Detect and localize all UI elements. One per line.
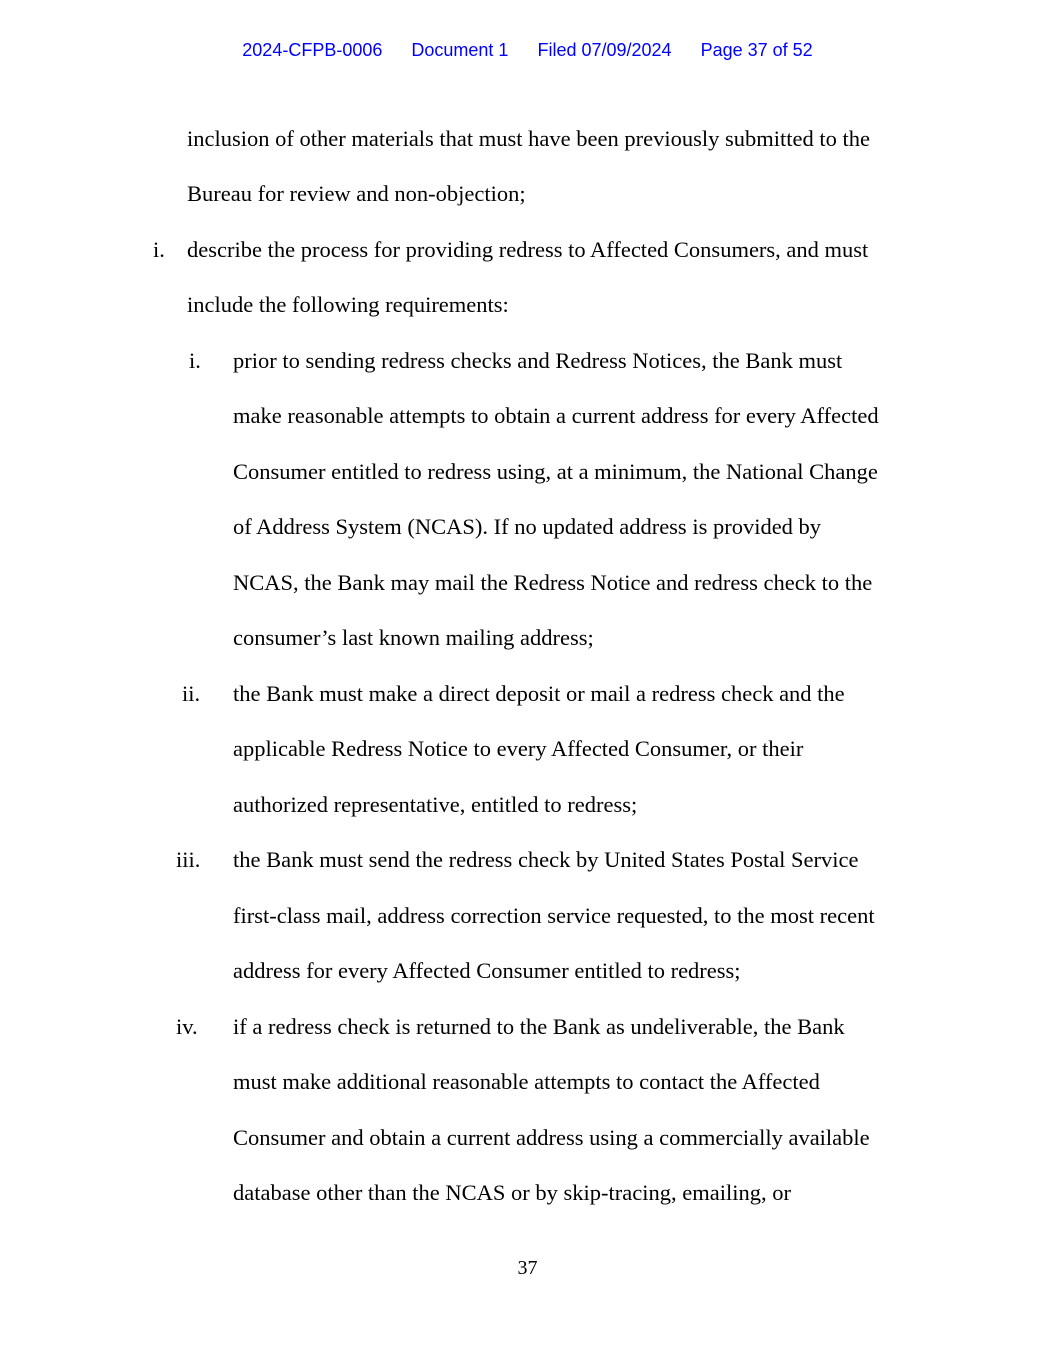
sublist-item-line: authorized representative, entitled to redress; xyxy=(233,792,638,817)
sublist-marker: ii. xyxy=(182,681,201,706)
continuation-line: inclusion of other materials that must have been previously submitted to the xyxy=(187,126,870,151)
sublist-item-line: consumer’s last known mailing address; xyxy=(233,625,594,650)
list-item-line: describe the process for providing redress to Affected Consumers, and must xyxy=(187,237,869,262)
sublist-item-line: the Bank must make a direct deposit or mail a redress check and the xyxy=(233,681,845,706)
sublist-item-line: if a redress check is returned to the Bank as undeliverable, the Bank xyxy=(233,1014,845,1039)
sublist-marker: iv. xyxy=(176,1014,198,1039)
sublist-item-line: applicable Redress Notice to every Affected Consumer, or their xyxy=(233,736,804,761)
sublist-item-line: make reasonable attempts to obtain a current address for every Affected xyxy=(233,403,879,428)
sublist-marker: i. xyxy=(189,348,201,373)
case-number: 2024-CFPB-0006 xyxy=(242,40,383,60)
page-number: 37 xyxy=(517,1257,538,1279)
sublist-item-line: the Bank must send the redress check by United States Postal Service xyxy=(233,847,859,872)
sublist-item-line: prior to sending redress checks and Redress Notices, the Bank must xyxy=(233,348,843,373)
sublist-item-line: Consumer and obtain a current address using a commercially available xyxy=(233,1125,870,1150)
sublist-item-line: NCAS, the Bank may mail the Redress Notice and redress check to the xyxy=(233,570,873,595)
filing-header xyxy=(0,40,1055,61)
page-indicator: Page 37 of 52 xyxy=(700,40,813,60)
list-item-line: include the following requirements: xyxy=(187,292,509,317)
sublist-item-line: database other than the NCAS or by skip-tracing, emailing, or xyxy=(233,1180,791,1205)
sublist-item-line: must make additional reasonable attempts to contact the Affected xyxy=(233,1069,820,1094)
sublist-item-line: Consumer entitled to redress using, at a minimum, the National Change xyxy=(233,459,878,484)
sublist-item-line: address for every Affected Consumer entitled to redress; xyxy=(233,958,741,983)
document-label: Document 1 xyxy=(411,40,509,60)
sublist-item-line: first-class mail, address correction service requested, to the most recent xyxy=(233,903,875,928)
list-marker: i. xyxy=(153,237,165,262)
sublist-item-line: of Address System (NCAS). If no updated address is provided by xyxy=(233,514,822,539)
sublist-marker: iii. xyxy=(176,847,201,872)
filed-date: Filed 07/09/2024 xyxy=(537,40,672,60)
continuation-line: Bureau for review and non-objection; xyxy=(187,181,526,206)
